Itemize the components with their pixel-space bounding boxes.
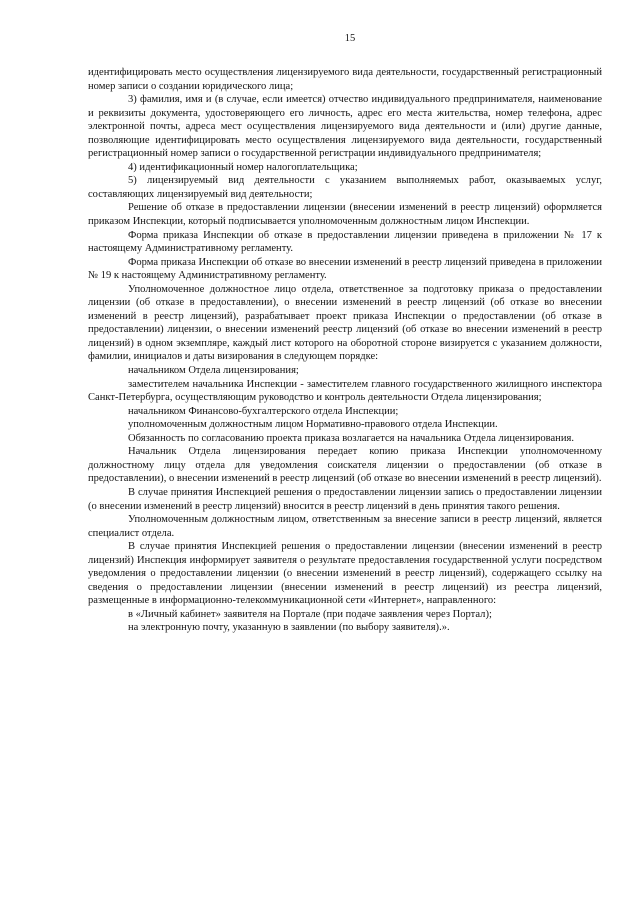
paragraph: Обязанность по согласованию проекта приказа возлагается на начальника Отдела лицензирования. [128, 432, 574, 444]
paragraph: начальником Финансово-бухгалтерского отдела Инспекции; [128, 405, 399, 417]
paragraph: 5) лицензируемый вид деятельности с указанием выполняемых работ, оказываемых услуг, составляющих лицензируемый вид деятельности; [88, 175, 602, 200]
paragraph: начальником Отдела лицензирования; [128, 365, 299, 377]
document-body [88, 66, 602, 635]
page-number: 15 [344, 33, 356, 44]
paragraph: 4) идентификационный номер налогоплательщика; [128, 161, 358, 173]
paragraph: В случае принятия Инспекцией решения о предоставлении лицензии запись о предоставлении лицензии (о внесении изменений в реестр лицензий) вносится в реестр лицензий в день принятия такого решения. [88, 486, 602, 512]
paragraph: 3) фамилия, имя и (в случае, если имеется) отчество индивидуального предпринимателя, наименование и реквизиты документа, удостоверяющего его личность, адрес его места жительства, номер телефона, адрес электронной почты, адреса мест осуществления лицензируемого вида деятельности и (или) другие данные, позволяющие идентифицировать место осуществления лицензируемого вида деятельности, государственный регистрационный номер записи о государственной регистрации индивидуального предпринимателя; [88, 94, 602, 160]
paragraph: В случае принятия Инспекцией решения о предоставлении лицензии (внесении изменений в реестр лицензий) Инспекция информирует заявителя о результате предоставления государственной услуги посредством уведомления о предоставлении лицензии (о внесении изменений в реестр лицензий), содержащего ссылку на сведения о предоставлении лицензии (внесении изменений в реестр лицензий) из реестра лицензий, размещенные в информационно-телекоммуникационной сети «Интернет», направленного: [88, 541, 602, 607]
paragraph: на электронную почту, указанную в заявлении (по выбору заявителя).». [128, 622, 450, 634]
paragraph: Решение об отказе в предоставлении лицензии (внесении изменений в реестр лицензий) оформляется приказом Инспекции, который подписывается уполномоченным должностным лицом Инспекции. [88, 202, 602, 228]
paragraph: в «Личный кабинет» заявителя на Портале (при подаче заявления через Портал); [128, 608, 492, 620]
paragraph: Форма приказа Инспекции об отказе во внесении изменений в реестр лицензий приведена в приложении № 19 к настоящему Административному регламенту. [88, 256, 602, 282]
paragraph: заместителем начальника Инспекции - заместителем главного государственного жилищного инспектора Санкт-Петербурга, осуществляющим руководство и контроль деятельности Отдела лицензирования; [88, 378, 602, 404]
paragraph: Уполномоченным должностным лицом, ответственным за внесение записи в реестр лицензий, является специалист отдела. [88, 514, 602, 539]
paragraph: Уполномоченное должностное лицо отдела, ответственное за подготовку приказа о предоставлении лицензии (об отказе в предоставлении), о внесении изменений в реестр лицензий (об отказе во внесении изменений в реестр лицензий), разрабатывает проект приказа Инспекции о предоставлении (об отказе в предоставлении) лицензии, о внесении изменений реестр лицензий (об отказе во внесении изменений в реестр лицензий) в одном экземпляре, каждый лист которого на оборотной стороне визируется с указанием должности, фамилии, инициалов и даты визирования в следующем порядке: [88, 283, 602, 363]
paragraph: Начальник Отдела лицензирования передает копию приказа Инспекции уполномоченному должностному лицу отдела для уведомления соискателя лицензии о предоставлении (об отказе в предоставлении), о внесении изменений в реестр лицензий (об отказе во внесении изменений в реестр лицензий). [88, 446, 602, 485]
paragraph: Форма приказа Инспекции об отказе в предоставлении лицензии приведена в приложении № 17 к настоящему Административному регламенту. [88, 229, 602, 255]
paragraph: уполномоченным должностным лицом Нормативно-правового отдела Инспекции. [128, 419, 498, 431]
paragraph: идентифицировать место осуществления лицензируемого вида деятельности, государственный регистрационный номер записи о создании юридического лица; [88, 67, 602, 92]
